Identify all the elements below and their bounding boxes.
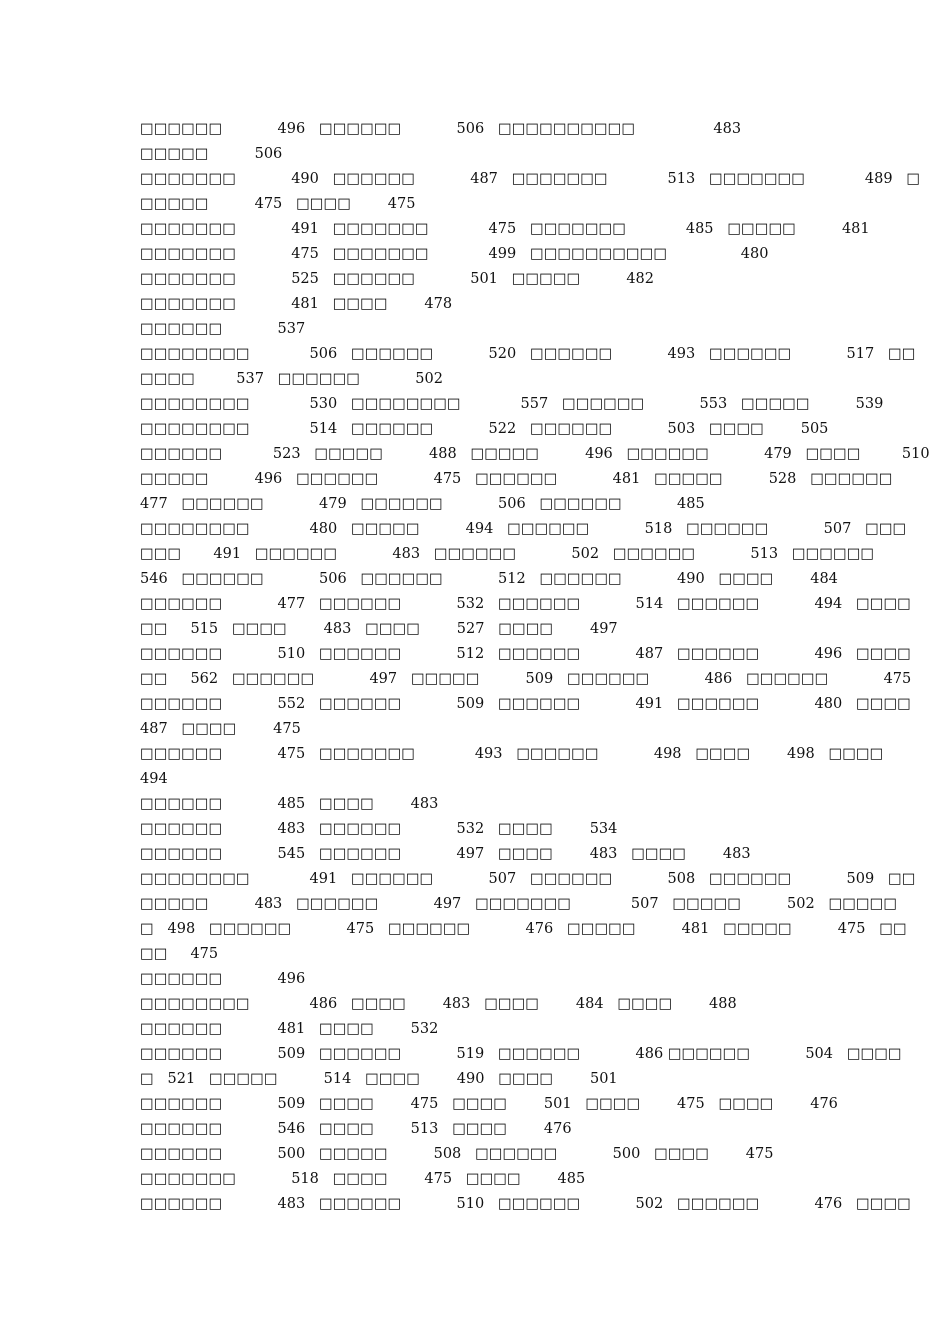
text-line: □□ 475 — [140, 946, 219, 962]
text-line: □□□□□ 506 — [140, 146, 283, 162]
text-line: □□□□ 537 □□□□□□ 502 — [140, 371, 443, 387]
text-line: □□□□□□ 496 — [140, 971, 306, 987]
text-line: □□□□□□ 552 □□□□□□ 509 □□□□□□ 491 □□□□□□ 480 □□□□ — [140, 696, 911, 712]
text-line: □□□□□□□□ 486 □□□□ 483 □□□□ 484 □□□□ 488 — [140, 996, 737, 1012]
text-line: □□ 515 □□□□ 483 □□□□ 527 □□□□ 497 — [140, 621, 618, 637]
text-line: □□□□□□□□ 491 □□□□□□ 507 □□□□□□ 508 □□□□□□ 509 □□ — [140, 871, 916, 887]
text-line: □□□□□□ 483 □□□□□□ 510 □□□□□□ 502 □□□□□□ 476 □□□□ — [140, 1196, 911, 1212]
text-line: □□□□□□ 537 — [140, 321, 306, 337]
text-line: □□□□□□ 483 □□□□□□ 532 □□□□ 534 — [140, 821, 618, 837]
text-line: □□□□□ 483 □□□□□□ 497 □□□□□□□ 507 □□□□□ 502 □□□□□ — [140, 896, 898, 912]
text-line: □□□□□□□ 525 □□□□□□ 501 □□□□□ 482 — [140, 271, 654, 287]
text-line: □□□□□□□□ 514 □□□□□□ 522 □□□□□□ 503 □□□□ 505 — [140, 421, 829, 437]
text-line: □□□□□□ 481 □□□□ 532 — [140, 1021, 439, 1037]
text-line: □□□□□□□□ 506 □□□□□□ 520 □□□□□□ 493 □□□□□□ 517 □□ — [140, 346, 916, 362]
text-line: □□□□□□□□ 480 □□□□□ 494 □□□□□□ 518 □□□□□□ 507 □□□ — [140, 521, 907, 537]
text-line: 494 — [140, 771, 168, 787]
text-line: □□□□□□ 496 □□□□□□ 506 □□□□□□□□□□ 483 — [140, 121, 742, 137]
text-line: □□□□□□ 510 □□□□□□ 512 □□□□□□ 487 □□□□□□ 496 □□□□ — [140, 646, 911, 662]
text-line: □□□□□□ 475 □□□□□□□ 493 □□□□□□ 498 □□□□ 498 □□□□ — [140, 746, 884, 762]
text-line: □□□□□ 475 □□□□ 475 — [140, 196, 416, 212]
text-line: □□□□□□□ 518 □□□□ 475 □□□□ 485 — [140, 1171, 586, 1187]
text-line: □□□□□□□ 481 □□□□ 478 — [140, 296, 453, 312]
text-line: □ 498 □□□□□□ 475 □□□□□□ 476 □□□□□ 481 □□□□□ 475 □□ — [140, 921, 907, 937]
text-line: □□□□□□ 546 □□□□ 513 □□□□ 476 — [140, 1121, 572, 1137]
text-line: □□□□□□□□ 530 □□□□□□□□ 557 □□□□□□ 553 □□□□□ 539 — [140, 396, 884, 412]
text-line: □□ 562 □□□□□□ 497 □□□□□ 509 □□□□□□ 486 □□□□□□ 475 — [140, 671, 912, 687]
text-line: □ 521 □□□□□ 514 □□□□ 490 □□□□ 501 — [140, 1071, 618, 1087]
text-line: □□□□□ 496 □□□□□□ 475 □□□□□□ 481 □□□□□ 528 □□□□□□ — [140, 471, 893, 487]
text-line: □□□□□□□ 491 □□□□□□□ 475 □□□□□□□ 485 □□□□□ 481 — [140, 221, 870, 237]
text-line: □□□□□□ 509 □□□□ 475 □□□□ 501 □□□□ 475 □□□□ 476 — [140, 1096, 838, 1112]
text-line: □□□□□□□ 490 □□□□□□ 487 □□□□□□□ 513 □□□□□□□ 489 □ — [140, 171, 921, 187]
text-line: □□□□□□ 500 □□□□□ 508 □□□□□□ 500 □□□□ 475 — [140, 1146, 774, 1162]
text-line: □□□□□□ 477 □□□□□□ 532 □□□□□□ 514 □□□□□□ 494 □□□□ — [140, 596, 911, 612]
text-line: □□□□□□ 523 □□□□□ 488 □□□□□ 496 □□□□□□ 479 □□□□ 510 — [140, 446, 930, 462]
text-lines — [140, 117, 930, 1217]
text-line: □□□□□□□ 475 □□□□□□□ 499 □□□□□□□□□□ 480 — [140, 246, 769, 262]
text-line: □□□□□□ 509 □□□□□□ 519 □□□□□□ 486 □□□□□□ 504 □□□□ — [140, 1046, 902, 1062]
text-line: 546 □□□□□□ 506 □□□□□□ 512 □□□□□□ 490 □□□□ 484 — [140, 571, 838, 587]
text-line: □□□ 491 □□□□□□ 483 □□□□□□ 502 □□□□□□ 513 □□□□□□ — [140, 546, 875, 562]
text-line: 477 □□□□□□ 479 □□□□□□ 506 □□□□□□ 485 — [140, 496, 705, 512]
text-line: 487 □□□□ 475 — [140, 721, 301, 737]
text-line: □□□□□□ 545 □□□□□□ 497 □□□□ 483 □□□□ 483 — [140, 846, 751, 862]
text-line: □□□□□□ 485 □□□□ 483 — [140, 796, 439, 812]
